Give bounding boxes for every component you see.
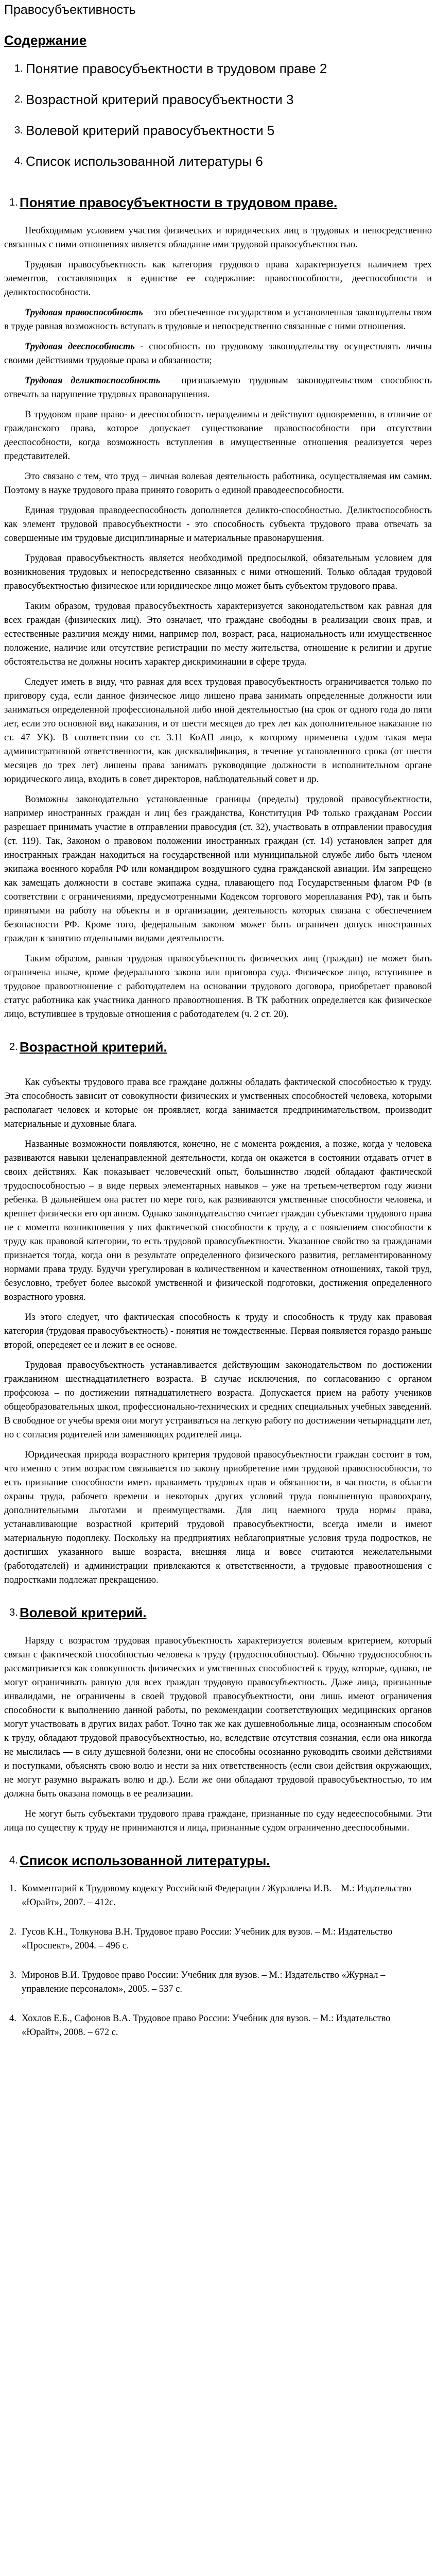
- paragraph: Не могут быть субъектами трудового права граждане, признанные по суду недееспособными. Эти лица по существу к труду не принимаются и лица, признанные судом ограниченно дееспособными.: [4, 1809, 432, 1833]
- toc-item[interactable]: 3. Волевой критерий правосубъектности 5: [14, 123, 275, 138]
- section-heading-4: 4. Список использованной литературы.: [9, 1853, 270, 1868]
- paragraph: Таким образом, трудовая правосубъектность характеризуется законодательством как равная для всех граждан (физических лиц). Это означает, что граждане свободны в реализации своих прав, и естественные различия между ними, например пол, возраст, раса, национальность или имущественное положение, наличие или отсутствие регистрации по месту жительства, отношение к религии и другие обстоятельства не должны носить характер дискриминации в сфере труда.: [4, 601, 432, 667]
- section-heading-3: 3. Волевой критерий.: [9, 1605, 147, 1620]
- table-of-contents: [4, 60, 432, 170]
- paragraph: Трудовая дееспособность - способность по трудовому законодательству осуществлять личны своими действиями трудовые права и обязанности;: [4, 342, 432, 366]
- paragraph: Трудовая правосубъектность является необходимой предпосылкой, обязательным условием для возникновения трудовых и непосредственно связанных с ними отношений. Только обладая трудовой правосубъектностью физическое или юридическое лицо может быть субъектом трудового права.: [4, 553, 432, 591]
- paragraph: Из этого следует, что фактическая способность к труду и способность к труду как правовая категория (трудовая правосубъектность) - понятия не тождественные. Первая появляется гораздо раньше второй, опередеяет ее и лежит в ее основе.: [4, 1312, 432, 1350]
- term: Трудовая дееспособность: [25, 342, 135, 352]
- paragraph: Как субъекты трудового права все граждане должны обладать фактической способностью к труду. Эта способность зависит от совокупности физических и умственных способностей человека, которыми располагает человек и которые он проявляет, когда занимается предпринимательством, производит материальные и духовные блага.: [4, 1077, 432, 1129]
- bibliography-item: 1. Комментарий к Трудовому кодексу Российской Федерации / Журавлева И.В. – М.: Издательство «Юрайт», 2007. – 412с.: [9, 1884, 411, 1908]
- term: Трудовая деликтоспособность: [25, 376, 161, 386]
- paragraph: Необходимым условием участия физических и юридических лиц в трудовых и непосредственно связанных с ними отношениях является обладание ими трудовой правосубъектностью.: [4, 226, 432, 250]
- paragraph: Трудовая деликтоспособность – признаваемую трудовым законодательством способность отвечать за нарушение трудовых правонарушения.: [4, 376, 432, 400]
- toc-heading: Содержание: [4, 32, 87, 48]
- term: Трудовая правоспособность: [25, 308, 143, 318]
- paragraph: Названные возможности появляются, конечно, не с момента рождения, а позже, когда у человека развиваются навыки целенаправленной деятельности, когда он окажется в состоянии отдавать отчет в своих действиях. Как показывает человеческий опыт, большинство людей обладают фактической трудоспособностью – в виде первых элементарных навыков – уже на третьем-четвертом году жизни ребенка. В дальнейшем она растет по мере того, как развиваются умственные способности человека, и крепнет физически его организм. Однако законодательство считает граждан субъектами трудового права не с момента возникновения у них фактической способности к труду, а с появлением способности к труду как правовой категории, то есть трудовой правосубъектности. Указанное свойство за гражданами признается тогда, когда они в результате определенного физического развития, регламентированному нормами права труду. Будучи урегулирован в количественном и качественном отношениях, такой труд, безусловно, требует более высокой умственной и физической подготовки, достижения определенного возрастного уровня.: [4, 1139, 432, 1302]
- paragraph: Юридическая природа возрастного критерия трудовой правосубъектности граждан состоит в том, что именно с этим возрастом связывается по закону приобретение ими трудовой правоспособности, то есть признание способности иметь праваиметь трудовых прав и обязанности, в частности, в области охраны труда, рабочего времени и некоторых других условий труда повышенную правоохрану, дополнительными льготами и преимуществами. Для лиц наемного труда нормы права, устанавливающие возрастной критерий трудовой правосубъектности, всегда имели и имеют материальную подоплеку. Поскольку на предприятиях неблагоприятные условия труда подростков, не достигших указанного выше возраста, внешняя лица и вовсе считаются нежелательными (работодателей) и администрации привлекаются к ответственности, а трудовые правоотношения с подростками подлежат прекращению.: [4, 1450, 432, 1585]
- toc-item[interactable]: 1. Понятие правосубъектности в трудовом праве 2: [14, 61, 327, 76]
- paragraph: Единая трудовая праводееспособность дополняется деликто-способностью. Деликтоспособность как элемент трудовой правосубъектности - это способность субъекта трудового права отвечать за совершенные им трудовые дисциплинарные и материальные правонарушения.: [4, 505, 432, 544]
- bibliography-list: [4, 1882, 432, 2040]
- toc-item[interactable]: 4. Список использованной литературы 6: [14, 154, 263, 169]
- bibliography-item: 4. Хохлов Е.Б., Сафонов В.А. Трудовое право России: Учебник для вузов. – М.: Издательство «Юрайт», 2008. – 672 с.: [9, 2013, 391, 2038]
- paragraph: Это связано с тем, что труд – личная волевая деятельность работника, осуществляемая им самим. Поэтому в науке трудового права принято говорить о единой праводееспособности.: [4, 471, 432, 496]
- paragraph: Следует иметь в виду, что равная для всех трудовая правосубъектность ограничивается только по приговору суда, если данное физическое лицо лишено права занимать определенные должности или заниматься определенной профессиональной либо иной деятельностью (на срок от одного года до пяти лет, если это основной вид наказания, и от шести месяцев до трех лет как дополнительное наказание по ст. 47 УК). В соответствии со ст. 3.11 КоАП лицо, к которому применена судом такая мера административной ответственности, как дисквалификация, в течение установленного срока (от шести месяцев до трех лет) лишены права занимать руководящие должности в исполнительном органе юридического лица, входить в совет директоров, наблюдательный совет и др.: [4, 677, 432, 785]
- paragraph: Трудовая правосубъектность как категория трудового права характеризуется наличием трех элементов, составляющих в единстве ее содержание: правоспособности, дееспособности и деликтоспособности.: [4, 260, 432, 298]
- paragraph: Наряду с возрастом трудовая правосубъектность характеризуется волевым критерием, который связан с фактической способностью человека к труду (трудоспособностью). Обычно трудоспособность рассматривается как совокупность физических и умственных способностей к труду, которые, однако, не могут ограничивать равную для всех граждан трудовую правосубъектность. Даже лица, признанные инвалидами, не ограничены в своей трудовой правосубъектности, они лишь имеют ограничения способности к выполнению данной работы, по рекомендации соответствующих медицинских органов могут участвовать в других видах работ. Точно так же как душевнобольные лица, осознанным способом к труду, обладают трудовой правосубъектностью, но, вследствие отсутствия сознания, если она никогда не мыслилась — в силу душевной болезни, они не способны осознанно руководить своими действиями и поступками, объяснять свою волю и нести за них ответственность (если свои действия окружающих, не могут разумно выражать волю и др.). Если же они обладают трудовой правосубъектностью, то им должна быть оказана помощь в ее реализации.: [4, 1636, 432, 1799]
- paragraph: В трудовом праве право- и дееспособность неразделимы и действуют одновременно, в отличие от гражданского права, которое допускает существование правоспособности при отсутствии дееспособности, когда возможность вступления в имущественные отношения реализуется через представителей.: [4, 410, 432, 462]
- paragraph: Трудовая правосубъектность устанавливается действующим законодательством по достижении гражданином шестнадцатилетнего возраста. В случае исключения, по согласованию с органом профсоюза – по достижении пятнадцатилетнего возраста. Допускается прием на работу учеников общеобразовательных школ, профессионально-технических и средних специальных учебных заведений. В свободное от учебы время они могут устраиваться на легкую работу по достижении четырнадцати лет, но с согласия родителей или заменяющих родителей лица.: [4, 1360, 432, 1440]
- document-title: Правосубъективность: [4, 3, 136, 17]
- section-heading-1: 1. Понятие правосубъектности в трудовом праве.: [9, 195, 338, 210]
- section-heading-2: 2. Возрастной критерий.: [9, 1039, 167, 1055]
- bibliography-item: 2. Гусов К.Н., Толкунова В.Н. Трудовое право России: Учебник для вузов. – М.: Издательство «Проспект», 2004. – 496 с.: [9, 1927, 393, 1951]
- paragraph: Трудовая правоспособность – это обеспеченное государством и установленная законодательством в труде равная возможность вступать в трудовые и непосредственно связанные с ними отношения.: [4, 308, 432, 332]
- paragraph: Возможны законодательно установленные границы (пределы) трудовой правосубъектности, например иностранных граждан и лиц без гражданства, Конституция РФ только гражданам России разрешает принимать участие в отправлении правосудия (ст. 32), участвовать в отправлении правосудия (ст. 119). Так, Законом о правовом положении иностранных граждан (ст. 14) установлен запрет для иностранных граждан находиться на государственной или муниципальной службе либо быть членом экипажа военного корабля РФ или командиром воздушного судна гражданской авиации. Им запрещено как замещать должности в составе экипажа судна, плавающего под Государственным флагом РФ (в соответствии с ограничениями, предусмотренными Кодексом торгового мореплавания РФ), так и быть принятыми на работу на объекты и в организации, деятельность которых связана с обеспечением безопасности РФ. Кроме того, федеральным законом может быть ограничен допуск иностранных граждан к занятию отдельными видами деятельности.: [4, 794, 432, 944]
- toc-item[interactable]: 2. Возрастной критерий правосубъектности 3: [14, 92, 294, 107]
- paragraph: Таким образом, равная трудовая правосубъектность физических лиц (граждан) не может быть ограничена иначе, кроме федерального закона или приговора суда. Физическое лицо, вступившее в трудовое правоотношение с работодателем на основании трудового договора, приобретает правовой статус работника как участника данного правоотношения. В ТК работник определяется как физическое лицо, вступившее в трудовые отношения с работодателем (ч. 2 ст. 20).: [4, 954, 432, 1020]
- bibliography-item: 3. Миронов В.И. Трудовое право России: Учебник для вузов. – М.: Издательство «Журнал – управление персоналом», 2005. – 537 с.: [9, 1970, 386, 1994]
